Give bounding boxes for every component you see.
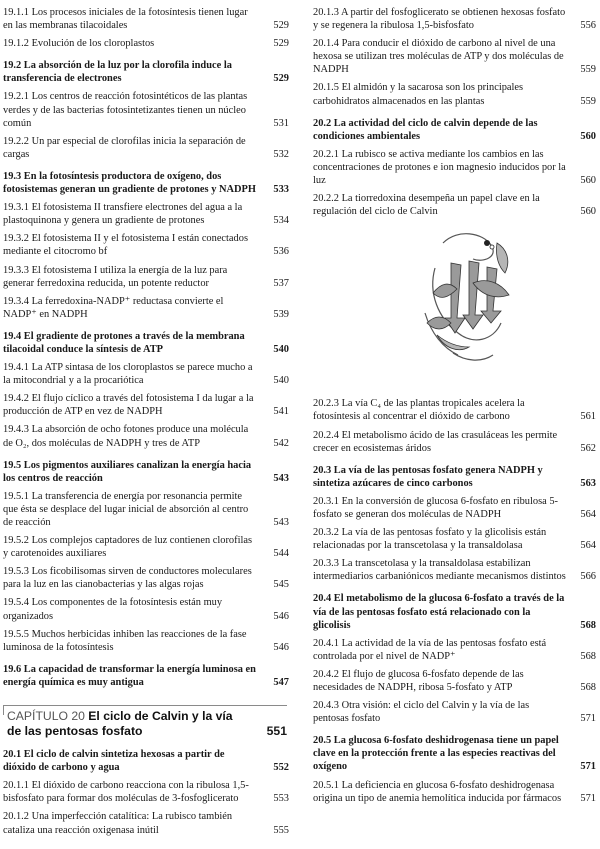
page-number: 536 bbox=[273, 246, 289, 258]
page-number: 543 bbox=[273, 472, 289, 484]
page-number: 534 bbox=[273, 215, 289, 227]
toc-entry[interactable] bbox=[3, 490, 289, 529]
toc-entry[interactable] bbox=[313, 779, 596, 805]
toc-entry[interactable] bbox=[313, 192, 596, 218]
page-number: 555 bbox=[273, 824, 289, 836]
toc-entry[interactable] bbox=[3, 295, 289, 321]
toc-entry[interactable] bbox=[3, 779, 289, 805]
chapter-title: El ciclo de Calvin y la vía de las pentosas fosfato bbox=[7, 709, 233, 739]
page-number: 559 bbox=[580, 64, 596, 76]
entry-text: 19.4.1 La ATP sintasa de los cloroplastos se parece mucho a la mitocondrial y a la procariótica bbox=[3, 362, 253, 387]
entry-text: 20.3.3 La transcetolasa y la transaldolasa estabilizan intermediarios carbaniónicos mediante mecanismos distintos bbox=[313, 558, 566, 583]
entry-text: 19.4.3 La absorción de ocho fotones produce una molécula de O₂, dos moléculas de NADPH y tres de ATP bbox=[3, 424, 249, 449]
toc-entry[interactable] bbox=[3, 628, 289, 654]
page-number: 560 bbox=[580, 206, 596, 218]
entry-text: 20.1.1 El dióxido de carbono reacciona con la ribulosa 1,5-bisfosfato para formar dos moléculas de 3-fosfoglicerato bbox=[3, 780, 249, 805]
page-number: 566 bbox=[580, 571, 596, 583]
page-number: 545 bbox=[273, 579, 289, 591]
entry-text: 19.1.1 Los procesos iniciales de la fotosíntesis tienen lugar en las membranas tilacoidales bbox=[3, 7, 248, 32]
toc-entry[interactable] bbox=[3, 392, 289, 418]
toc-entry[interactable] bbox=[3, 361, 289, 387]
entry-text: 19.2.2 Un par especial de clorofilas inicia la separación de cargas bbox=[3, 135, 246, 160]
page-number: 540 bbox=[273, 375, 289, 387]
entry-text: 20.1.5 El almidón y la sacarosa son los principales carbohidratos almacenados en las plantas bbox=[313, 82, 524, 107]
entry-text: 20.2.3 La vía C₄ de las plantas tropicales acelera la fotosíntesis al concentrar el dióxido de carbono bbox=[313, 398, 525, 423]
toc-entry[interactable] bbox=[3, 596, 289, 622]
section-title: 19.2 La absorción de la luz por la clorofila induce la transferencia de electrones bbox=[3, 60, 232, 85]
toc-entry[interactable] bbox=[3, 232, 289, 258]
toc-entry[interactable] bbox=[3, 6, 289, 32]
entry-text: 20.3.1 En la conversión de glucosa 6-fosfato en ribulosa 5-fosfato se generan dos moléculas de NADPH bbox=[313, 495, 558, 520]
section-title: 20.2 La actividad del ciclo de calvin depende de las condiciones ambientales bbox=[313, 117, 538, 142]
toc-entry[interactable] bbox=[313, 81, 596, 107]
section-heading[interactable] bbox=[3, 59, 289, 85]
toc-left-column bbox=[3, 6, 289, 842]
toc-entry[interactable] bbox=[3, 810, 289, 836]
entry-text: 20.2.1 La rubisco se activa mediante los cambios en las concentraciones de protones e ion magnesio inducidos por la luz bbox=[313, 148, 566, 187]
entry-text: 19.5.3 Los ficobilisomas sirven de conductores moleculares para la luz en las cianobacterias y las algas rojas bbox=[3, 566, 252, 591]
section-heading[interactable] bbox=[313, 734, 596, 773]
toc-entry[interactable] bbox=[313, 148, 596, 187]
section-heading[interactable] bbox=[3, 663, 289, 689]
toc-entry[interactable] bbox=[313, 397, 596, 423]
section-heading[interactable] bbox=[313, 464, 596, 490]
chapter-rule bbox=[3, 705, 287, 706]
toc-entry[interactable] bbox=[313, 557, 596, 583]
chapter-page-number: 551 bbox=[266, 724, 287, 739]
page-number: 531 bbox=[273, 117, 289, 129]
section-title: 20.1 El ciclo de calvin sintetiza hexosas a partir de dióxido de carbono y agua bbox=[3, 749, 225, 774]
entry-text: 19.3.4 La ferredoxina-NADP⁺ reductasa convierte el NADP⁺ en NADPH bbox=[3, 295, 224, 320]
page-number: 563 bbox=[580, 477, 596, 489]
page-number: 533 bbox=[273, 184, 289, 196]
toc-entry[interactable] bbox=[313, 699, 596, 725]
entry-text: 20.4.2 El flujo de glucosa 6-fosfato depende de las necesidades de NADPH, ribosa 5-fosfato y ATP bbox=[313, 668, 524, 693]
entry-text: 20.1.3 A partir del fosfoglicerato se obtienen hexosas fosfato y se regenera la ribulosa 1,5-bisfosfato bbox=[313, 7, 566, 32]
toc-entry[interactable] bbox=[3, 90, 289, 129]
page-number: 546 bbox=[273, 641, 289, 653]
entry-text: 19.2.1 Los centros de reacción fotosintéticos de las plantas verdes y de las bacterias fotosintetizantes tienen un núcleo común bbox=[3, 91, 248, 129]
toc-entry[interactable] bbox=[3, 565, 289, 591]
entry-text: 20.4.1 La actividad de la vía de las pentosas fosfato está controlada por el nivel de NADP⁺ bbox=[313, 637, 547, 662]
toc-entry[interactable] bbox=[3, 264, 289, 290]
page-number: 571 bbox=[580, 761, 596, 773]
page-number: 553 bbox=[273, 793, 289, 805]
entry-text: 19.3.3 El fotosistema I utiliza la energía de la luz para generar ferredoxina reducida, un potente reductor bbox=[3, 264, 228, 289]
page-number: 541 bbox=[273, 406, 289, 418]
page-number: 537 bbox=[273, 277, 289, 289]
entry-text: 19.5.5 Muchos herbicidas inhiben las reacciones de la fase luminosa de la fotosíntesis bbox=[3, 628, 247, 653]
toc-right-column bbox=[313, 6, 596, 810]
section-heading[interactable] bbox=[3, 748, 289, 774]
chapter-rule-vertical bbox=[3, 705, 4, 715]
section-heading[interactable] bbox=[3, 459, 289, 485]
toc-entry[interactable] bbox=[313, 37, 596, 76]
page-number: 529 bbox=[273, 20, 289, 32]
page-number: 559 bbox=[580, 95, 596, 107]
page-number: 552 bbox=[273, 762, 289, 774]
toc-entry[interactable] bbox=[313, 668, 596, 694]
entry-text: 19.5.4 Los componentes de la fotosíntesis están muy organizados bbox=[3, 597, 223, 622]
entry-text: 19.3.2 El fotosistema II y el fotosistema I están conectados mediante el citocromo bf bbox=[3, 233, 248, 258]
page-number: 568 bbox=[580, 650, 596, 662]
page-number: 543 bbox=[273, 517, 289, 528]
section-title: 19.4 El gradiente de protones a través de la membrana tilacoidal conduce la síntesis de ATP bbox=[3, 330, 245, 355]
section-heading[interactable] bbox=[3, 330, 289, 356]
page-number: 529 bbox=[273, 38, 289, 50]
section-title: 19.6 La capacidad de transformar la energía luminosa en energía química es muy antigua bbox=[3, 663, 256, 688]
page-number: 571 bbox=[580, 713, 596, 725]
page-number: 544 bbox=[273, 548, 289, 560]
entry-text: 20.1.2 Una imperfección catalítica: La rubisco también cataliza una reacción oxigenasa inútil bbox=[3, 811, 233, 836]
entry-text: 20.1.4 Para conducir el dióxido de carbono al nivel de una hexosa se utilizan tres moléculas de ATP y dos moléculas de NADPH bbox=[313, 38, 564, 76]
page-number: 540 bbox=[273, 343, 289, 355]
chapter-label: CAPÍTULO 20 bbox=[7, 709, 85, 724]
entry-text: 19.5.2 Los complejos captadores de luz contienen clorofilas y carotenoides auxiliares bbox=[3, 535, 253, 560]
page-number: 542 bbox=[273, 437, 289, 449]
page-number: 571 bbox=[580, 792, 596, 804]
page-number: 556 bbox=[580, 20, 596, 32]
toc-entry[interactable] bbox=[313, 495, 596, 521]
page-number: 546 bbox=[273, 610, 289, 622]
page-number: 561 bbox=[580, 411, 596, 423]
toc-entry[interactable] bbox=[313, 637, 596, 663]
page-number: 568 bbox=[580, 619, 596, 631]
entry-text: 20.2.2 La tiorredoxina desempeña un papel clave en la regulación del ciclo de Calvin bbox=[313, 193, 540, 218]
thioredoxin-ribbon-illustration bbox=[413, 223, 523, 373]
section-heading[interactable] bbox=[313, 592, 596, 631]
page-number: 532 bbox=[273, 148, 289, 160]
toc-entry[interactable] bbox=[313, 429, 596, 455]
entry-text: 20.2.4 El metabolismo ácido de las crasuláceas les permite crecer en ecosistemas áridos bbox=[313, 429, 558, 454]
entry-text: 19.1.2 Evolución de los cloroplastos bbox=[3, 38, 155, 50]
toc-entry[interactable] bbox=[313, 526, 596, 552]
page-number: 547 bbox=[273, 676, 289, 688]
section-title: 19.3 En la fotosíntesis productora de oxígeno, dos fotosistemas generan un gradiente de protones y NADPH bbox=[3, 170, 256, 196]
section-heading[interactable] bbox=[313, 117, 596, 143]
chapter-title-block bbox=[7, 709, 289, 739]
section-title: 20.4 El metabolismo de la glucosa 6-fosfato a través de la vía de las pentosas fosfato está relacionado con la glicolisis bbox=[313, 593, 565, 631]
section-title: 20.5 La glucosa 6-fosfato deshidrogenasa tiene un papel clave en la protección frente a las especies reactivas del oxígeno bbox=[313, 735, 559, 773]
section-heading[interactable] bbox=[3, 170, 289, 196]
section-title: 19.5 Los pigmentos auxiliares canalizan la energía hacia los centros de reacción bbox=[3, 459, 252, 484]
toc-entry[interactable] bbox=[3, 201, 289, 227]
protein-ribbon-figure bbox=[313, 223, 596, 373]
page-number: 539 bbox=[273, 308, 289, 320]
section-title: 20.3 La vía de las pentosas fosfato genera NADPH y sintetiza azúcares de cinco carbonos bbox=[313, 464, 543, 489]
toc-entry[interactable] bbox=[313, 6, 596, 32]
page-number: 568 bbox=[580, 682, 596, 693]
entry-text: 19.5.1 La transferencia de energía por resonancia permite que ésta se desplace del lugar inicial de absorción al centro de reacción bbox=[3, 490, 249, 528]
entry-text: 20.3.2 La vía de las pentosas fosfato y la glicolisis están relacionadas por la transcetolasa y la transaldolasa bbox=[313, 527, 547, 552]
toc-entry[interactable] bbox=[3, 37, 289, 50]
toc-entry[interactable] bbox=[3, 135, 289, 161]
page-number: 560 bbox=[580, 130, 596, 142]
entry-text: 20.4.3 Otra visión: el ciclo del Calvin y la vía de las pentosas fosfato bbox=[313, 700, 530, 725]
page-number: 564 bbox=[580, 540, 596, 552]
entry-text: 19.4.2 El flujo cíclico a través del fotosistema I da lugar a la producción de ATP en vez de NADPH bbox=[3, 393, 254, 418]
page-number: 529 bbox=[273, 73, 289, 85]
page-number: 564 bbox=[580, 508, 596, 520]
toc-entry[interactable] bbox=[3, 534, 289, 560]
toc-entry[interactable] bbox=[3, 423, 289, 449]
entry-text: 20.5.1 La deficiencia en glucosa 6-fosfato deshidrogenasa origina un tipo de anemia hemolítica inducida por fármacos bbox=[313, 779, 562, 804]
entry-text: 19.3.1 El fotosistema II transfiere electrones del agua a la plastoquinona y genera un gradiente de protones bbox=[3, 202, 243, 227]
page-number: 560 bbox=[580, 175, 596, 187]
chapter-header[interactable] bbox=[3, 709, 289, 739]
page-number: 562 bbox=[580, 442, 596, 454]
